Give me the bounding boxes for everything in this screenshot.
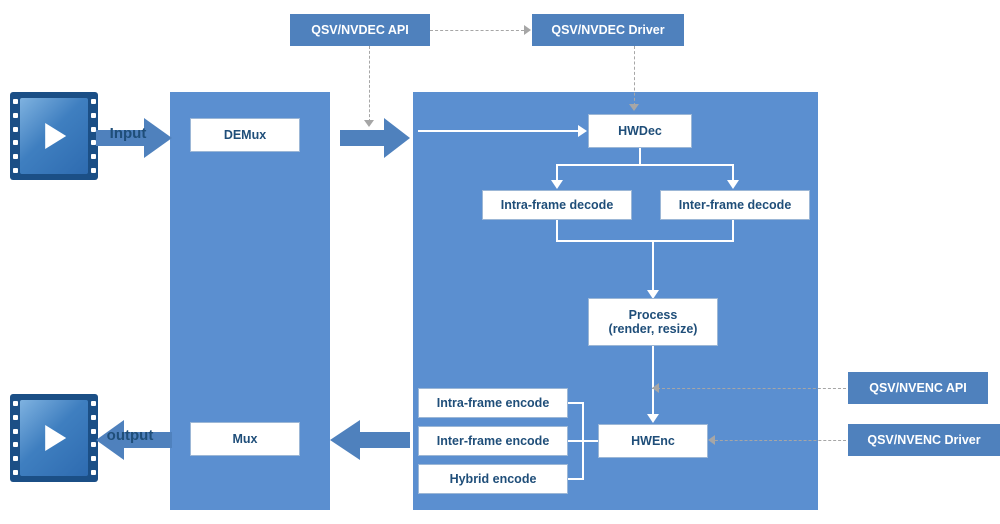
process-label-line1: Process bbox=[628, 307, 678, 322]
hwdec-to-inter-arrowhead bbox=[727, 180, 739, 189]
demux-label: DEMux bbox=[223, 127, 267, 142]
mux-box[interactable] bbox=[190, 422, 300, 456]
qsv-nvenc-api-label: QSV/NVENC API bbox=[869, 380, 967, 395]
api-to-driver-dashed-line bbox=[430, 30, 524, 31]
input-label: Input bbox=[109, 125, 147, 142]
qsv-nvenc-api-box[interactable] bbox=[848, 372, 988, 404]
demux-box[interactable] bbox=[190, 118, 300, 152]
hwdec-label: HWDec bbox=[618, 123, 662, 138]
hwdec-split-horizontal-line bbox=[556, 164, 734, 166]
qsv-nvenc-driver-label: QSV/NVENC Driver bbox=[867, 432, 981, 447]
inter-frame-decode-box[interactable] bbox=[660, 190, 810, 220]
qsv-nvdec-api-label: QSV/NVDEC API bbox=[311, 22, 409, 37]
panel-entry-to-hwdec-arrowhead bbox=[578, 125, 587, 137]
intra-frame-encode-box[interactable] bbox=[418, 388, 568, 418]
demux-to-gpu-arrow bbox=[340, 116, 410, 160]
encode-bracket-vertical bbox=[582, 402, 584, 480]
hybrid-encode-box[interactable] bbox=[418, 464, 568, 494]
hybrid-encode-label: Hybrid encode bbox=[449, 471, 537, 486]
process-box[interactable] bbox=[588, 298, 718, 346]
hwdec-to-intra-arrowhead bbox=[551, 180, 563, 189]
inter-frame-encode-box[interactable] bbox=[418, 426, 568, 456]
intra-decode-down-line bbox=[556, 220, 558, 242]
driver-down-dashed-line bbox=[634, 46, 635, 106]
decode-merge-line bbox=[556, 240, 734, 242]
driver-down-arrowhead bbox=[629, 104, 639, 111]
input-video-icon bbox=[10, 92, 98, 180]
gpu-to-mux-arrow bbox=[330, 418, 410, 462]
qsv-nvdec-driver-label: QSV/NVDEC Driver bbox=[551, 22, 665, 37]
hwenc-box[interactable] bbox=[598, 424, 708, 458]
nvenc-api-dashed-line bbox=[652, 388, 846, 389]
intra-frame-decode-box[interactable] bbox=[482, 190, 632, 220]
process-to-hwenc-arrowhead bbox=[647, 414, 659, 423]
process-label-line2: (render, resize) bbox=[608, 322, 698, 336]
hwenc-label: HWEnc bbox=[631, 433, 675, 448]
api-down-dashed-line bbox=[369, 46, 370, 122]
nvenc-api-arrowhead bbox=[652, 383, 659, 393]
decode-to-process-line bbox=[652, 240, 654, 294]
inter-decode-down-line bbox=[732, 220, 734, 242]
inter-frame-encode-label: Inter-frame encode bbox=[436, 433, 550, 448]
nvenc-driver-arrowhead bbox=[708, 435, 715, 445]
output-label: output bbox=[106, 427, 154, 444]
inter-frame-decode-label: Inter-frame decode bbox=[678, 197, 792, 212]
api-to-driver-arrowhead bbox=[524, 25, 531, 35]
qsv-nvdec-driver-box[interactable] bbox=[532, 14, 684, 46]
intra-frame-encode-label: Intra-frame encode bbox=[436, 395, 550, 410]
output-video-icon bbox=[10, 394, 98, 482]
hwdec-box[interactable] bbox=[588, 114, 692, 148]
process-to-hwenc-line bbox=[652, 346, 654, 418]
mux-label: Mux bbox=[232, 431, 258, 446]
qsv-nvenc-driver-box[interactable] bbox=[848, 424, 1000, 456]
intra-frame-decode-label: Intra-frame decode bbox=[500, 197, 614, 212]
qsv-nvdec-api-box[interactable] bbox=[290, 14, 430, 46]
api-down-arrowhead bbox=[364, 120, 374, 127]
nvenc-driver-dashed-line bbox=[710, 440, 846, 441]
panel-entry-to-hwdec-line bbox=[418, 130, 578, 132]
